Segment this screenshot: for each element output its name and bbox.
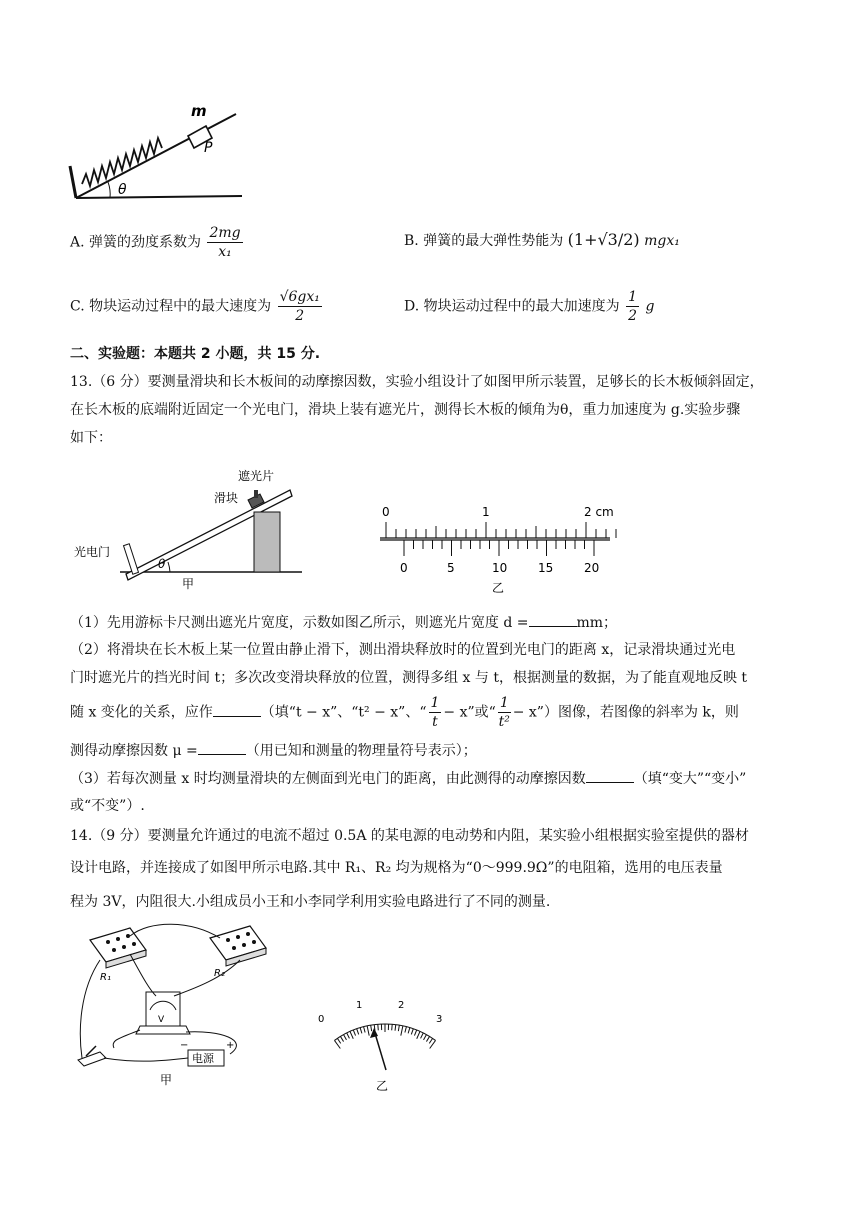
- angle-theta: θ: [158, 557, 166, 571]
- voltmeter-scale-figure: [310, 1000, 460, 1096]
- main-label-2: 2 cm: [584, 505, 614, 519]
- scale-label-1: 1: [356, 1000, 363, 1011]
- option-c: C. 物块运动过程中的最大速度为 $\frac{\text{√6gx₁}}{2}$: [70, 289, 320, 324]
- source-minus: −: [180, 1040, 189, 1051]
- incline-photogate-figure: [70, 462, 320, 592]
- photogate-label: 光电门: [74, 545, 111, 559]
- q13-line2: 在长木板的底端附近固定一个光电门，滑块上装有遮光片，测得长木板的倾角为θ，重力加速度为 g.实验步骤: [70, 402, 741, 418]
- main-label-1: 1: [482, 505, 490, 519]
- answer-blank-mu[interactable]: [198, 740, 246, 755]
- spring-incline-figure: [66, 96, 246, 206]
- scale-label-2: 2: [398, 1000, 405, 1011]
- arc-tick: [340, 1036, 343, 1041]
- q13-s3b: 或“不变”）.: [70, 798, 145, 814]
- arc-tick: [426, 1036, 429, 1041]
- arc-tick: [350, 1031, 353, 1038]
- section-heading: 二、实验题：本题共 2 小题，共 15 分.: [70, 346, 321, 362]
- vernier-caliper-figure: [374, 500, 624, 596]
- arc-tick: [337, 1038, 340, 1043]
- circuit-figure: [70, 920, 280, 1090]
- q14-line3: 程为 3V，内阻很大.小组成员小王和小李同学利用实验电路进行了不同的测量.: [70, 894, 551, 910]
- arc-tick: [367, 1026, 369, 1036]
- vernier-label-15: 15: [538, 561, 554, 575]
- answer-blank-d[interactable]: [529, 612, 577, 627]
- source-label: 电源: [192, 1052, 214, 1065]
- arc-tick: [421, 1033, 424, 1038]
- arc-tick: [371, 1025, 372, 1031]
- q13-line3: 如下：: [70, 430, 112, 446]
- scale-label-0: 0: [318, 1014, 325, 1025]
- arc-tick: [347, 1033, 350, 1038]
- arc-tick: [364, 1027, 365, 1033]
- q13-s1: （1）先用游标卡尺测出遮光片宽度，示数如图乙所示，则遮光片宽度 d = mm；: [70, 612, 800, 633]
- option-a: A. 弹簧的劲度系数为 $\frac{2mg}{\text{x₁}}$: [70, 225, 241, 260]
- q13-s2a: （2）将滑块在长木板上某一位置由静止滑下，测出滑块释放时的位置到光电门的距离 x，记录滑块通过光电: [70, 642, 736, 658]
- q14-line1: 14.（9 分）要测量允许通过的电流不超过 0.5A 的某电源的电动势和内阻，某实验小组根据实验室提供的器材: [70, 828, 749, 844]
- option-b-expr: (1+√3/2): [567, 230, 640, 249]
- arc-tick: [344, 1035, 347, 1040]
- arc-tick: [357, 1029, 359, 1035]
- q13-s3a: （3）若每次测量 x 时均测量滑块的左侧面到光电门的距离，由此测得的动摩擦因数 （填“变大”“变小”: [70, 768, 800, 789]
- arc-tick: [353, 1030, 355, 1036]
- q14-line2: 设计电路，并连接成了如图甲所示电路.其中 R₁、R₂ 均为规格为“0～999.9Ω”的电阻箱，选用的电压表量: [70, 860, 723, 876]
- arc-tick: [429, 1038, 432, 1043]
- arc-tick: [401, 1026, 403, 1036]
- option-d: D. 物块运动过程中的最大加速度为 $\frac{1}{2}$ g: [404, 289, 655, 324]
- arc-tick: [405, 1027, 406, 1033]
- vernier-label-0: 0: [400, 561, 408, 575]
- scale-caption: 乙: [376, 1079, 389, 1093]
- arc-tick: [360, 1028, 362, 1034]
- block-label: 滑块: [214, 491, 239, 505]
- vernier-label-10: 10: [492, 561, 508, 575]
- circuit-caption: 甲: [160, 1073, 173, 1087]
- main-scale: [386, 522, 616, 538]
- vernier-label-20: 20: [584, 561, 600, 575]
- point-label: P: [204, 140, 213, 156]
- arc-tick: [398, 1025, 399, 1031]
- answer-blank-change[interactable]: [586, 768, 634, 783]
- fig-caption-yi: 乙: [492, 581, 505, 595]
- angle-label: θ: [118, 182, 127, 198]
- arc-tick: [417, 1031, 420, 1038]
- q13-s2d: 测得动摩擦因数 μ = （用已知和测量的物理量符号表示）；: [70, 740, 800, 761]
- arc-tick: [414, 1030, 416, 1036]
- option-b: B. 弹簧的最大弹性势能为 (1+√3/2) mgx₁: [404, 230, 680, 249]
- arc-tick: [392, 1024, 393, 1030]
- q13-s2c: 随 x 变化的关系，应作 （填“t − x”、“t² − x”、“ $\frac{1}{t}$ − x”或“ $\frac{1}{\text{t²}}$ − x”）图像，若图像的斜率为 k，则: [70, 695, 739, 730]
- q13-line1: 13.（6 分）要测量滑块和长木板间的动摩擦因数，实验小组设计了如图甲所示装置，足够长的长木板倾斜固定，: [70, 374, 764, 390]
- arc-ticks: [334, 1024, 435, 1049]
- main-label-0: 0: [382, 505, 390, 519]
- q13-s2b: 门时遮光片的挡光时间 t；多次改变滑块释放的位置，测得多组 x 与 t，根据测量的数据，为了能直观地反映 t: [70, 670, 748, 686]
- arc-tick: [411, 1029, 413, 1035]
- shade-label: 遮光片: [238, 469, 275, 483]
- arc-tick: [378, 1024, 379, 1030]
- mass-label: m: [191, 102, 207, 120]
- source-plus: +: [226, 1040, 235, 1051]
- vernier-scale: [404, 540, 594, 556]
- r2-label: R₂: [214, 968, 225, 979]
- r1-label: R₁: [100, 972, 111, 983]
- arc-tick: [408, 1028, 410, 1034]
- arc-tick: [395, 1025, 396, 1031]
- answer-blank-graph[interactable]: [213, 702, 261, 717]
- arc-tick: [424, 1035, 427, 1040]
- voltmeter-label: V: [158, 1015, 165, 1025]
- scale-label-3: 3: [436, 1014, 443, 1025]
- fig-caption-jia: 甲: [182, 577, 195, 591]
- vernier-label-5: 5: [447, 561, 455, 575]
